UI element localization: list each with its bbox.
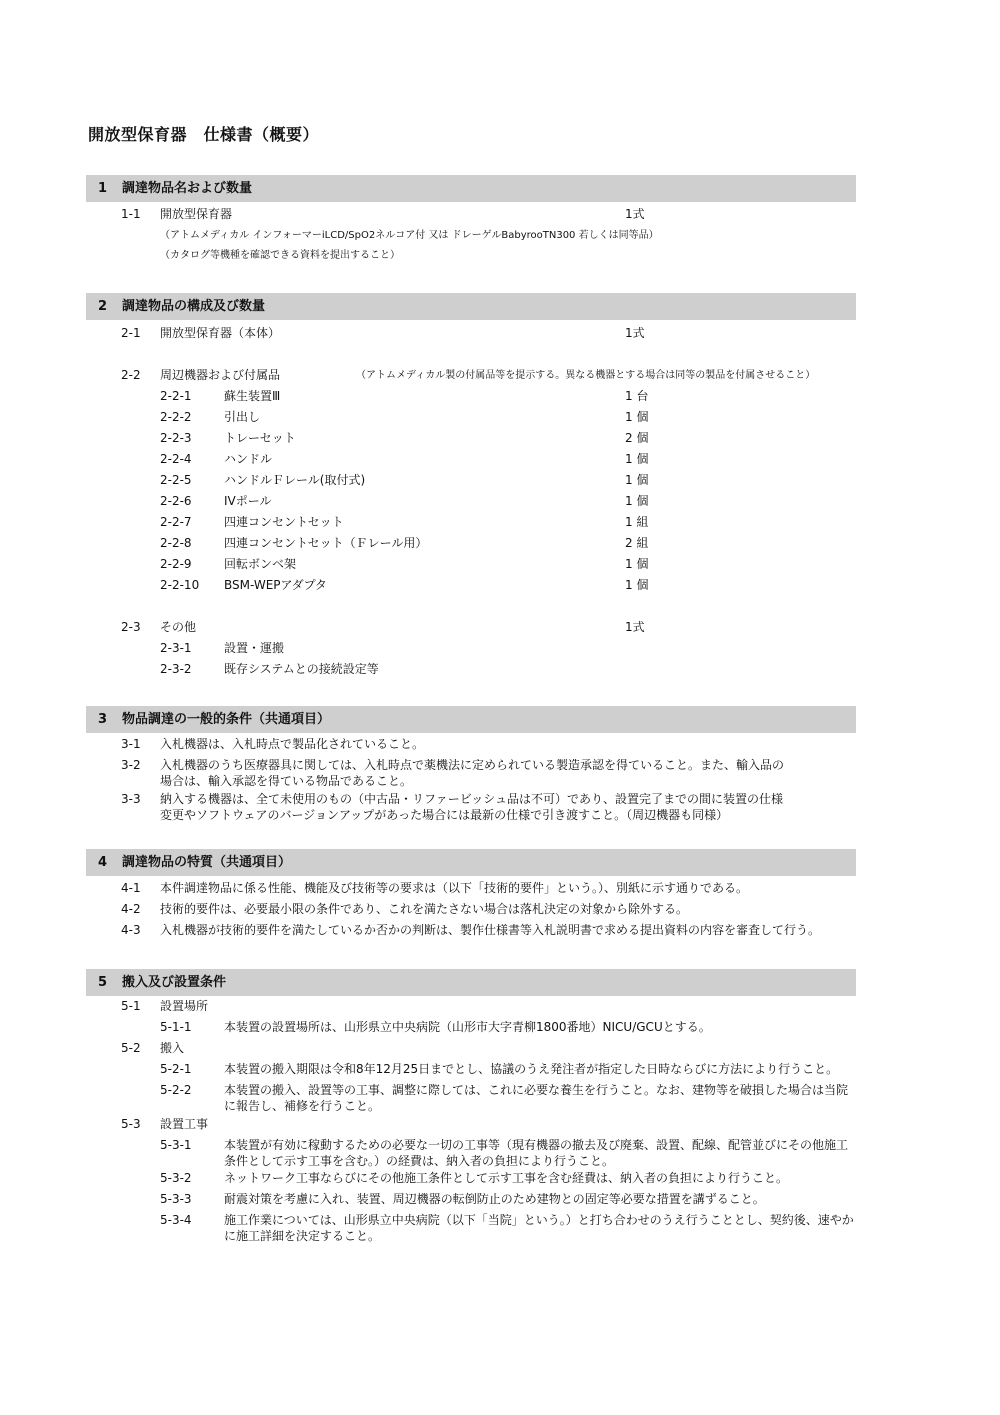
- subitem-text: 本装置の設置場所は、山形県立中央病院（山形市大字青柳1800番地）NICU/GCUとする。: [224, 1020, 711, 1034]
- item-name: 搬入: [160, 1041, 185, 1055]
- page-title: 開放型保育器 仕様書（概要）: [88, 125, 320, 144]
- subitem-quantity: 1 個: [625, 473, 649, 487]
- subitem-quantity: 1 台: [625, 389, 649, 403]
- subitem-number: 2-2-4: [160, 452, 192, 466]
- item-number: 5-2: [121, 1041, 141, 1055]
- item-name: 周辺機器および付属品: [160, 368, 281, 382]
- subitem-quantity: 2 組: [625, 536, 649, 550]
- section-number: 3: [98, 712, 108, 727]
- item-quantity: 1式: [625, 620, 645, 634]
- subitem-number: 5-2-1: [160, 1062, 192, 1076]
- item-text: 本件調達物品に係る性能、機能及び技術等の要求は（以下「技術的要件」という。）、別紙に示す通りである。: [160, 881, 749, 895]
- item-number: 4-3: [121, 923, 141, 937]
- subitem-quantity: 1 個: [625, 452, 649, 466]
- item-number: 5-1: [121, 999, 141, 1013]
- subitem-name: 既存システムとの接続設定等: [224, 662, 379, 676]
- subitem-number: 5-1-1: [160, 1020, 192, 1034]
- section-header-4: [86, 849, 856, 876]
- subitem-number: 5-3-3: [160, 1192, 192, 1206]
- subitem-name: 回転ボンベ架: [224, 557, 297, 571]
- section-title: 調達物品の構成及び数量: [122, 299, 266, 314]
- subitem-name: 四連コンセントセット: [224, 515, 344, 529]
- section-title: 調達物品の特質（共通項目）: [122, 855, 292, 870]
- subitem-text: 本装置の搬入、設置等の工事、調整に際しては、これに必要な養生を行うこと。なお、建物等を破損した場合は当院に報告し、補修を行うこと。: [224, 1083, 849, 1113]
- subitem-text: 本装置が有効に稼動するための必要な一切の工事等（現有機器の撤去及び廃棄、設置、配線、配管並びにその他施工条件として示す工事を含む。）の経費は、納入者の負担により行うこと。: [224, 1138, 849, 1168]
- subitem-number: 5-2-2: [160, 1083, 192, 1097]
- item-number: 5-3: [121, 1117, 141, 1131]
- subitem-number: 5-3-1: [160, 1138, 192, 1152]
- subitem-name: BSM-WEPアダプタ: [224, 578, 327, 592]
- section-header-3: [86, 706, 856, 733]
- subitem-number: 5-3-2: [160, 1171, 192, 1185]
- item-note: （アトムメディカル製の付属品等を提示する。異なる機器とする場合は同等の製品を付属させること）: [356, 370, 816, 381]
- subitem-number: 2-2-7: [160, 515, 192, 529]
- item-quantity: 1式: [625, 326, 645, 340]
- item-note: （アトムメディカル インフォーマーiLCD/SpO2ネルコア付 又は ドレーゲルBabyrooTN300 若しくは同等品）: [160, 230, 659, 241]
- item-number: 2-1: [121, 326, 141, 340]
- subitem-quantity: 2 個: [625, 431, 649, 445]
- subitem-number: 2-2-1: [160, 389, 192, 403]
- subitem-name: 引出し: [224, 410, 261, 424]
- section-title: 物品調達の一般的条件（共通項目）: [122, 712, 331, 727]
- item-name: その他: [160, 620, 197, 634]
- subitem-quantity: 1 組: [625, 515, 649, 529]
- subitem-name: IVポール: [224, 494, 272, 508]
- item-number: 2-2: [121, 368, 141, 382]
- subitem-number: 2-3-2: [160, 662, 192, 676]
- subitem-number: 5-3-4: [160, 1213, 192, 1227]
- section-header-5: [86, 969, 856, 996]
- subitem-quantity: 1 個: [625, 410, 649, 424]
- item-name: 設置工事: [160, 1117, 209, 1131]
- item-quantity: 1式: [625, 207, 645, 221]
- section-title: 調達物品名および数量: [122, 181, 253, 196]
- item-number: 1-1: [121, 207, 141, 221]
- item-number: 3-2: [121, 758, 141, 772]
- item-number: 4-2: [121, 902, 141, 916]
- subitem-name: 四連コンセントセット（Ｆレール用）: [224, 536, 428, 550]
- subitem-number: 2-2-8: [160, 536, 192, 550]
- section-header-1: [86, 175, 856, 202]
- subitem-quantity: 1 個: [625, 578, 649, 592]
- subitem-name: 蘇生装置Ⅲ: [224, 389, 281, 403]
- subitem-number: 2-2-5: [160, 473, 192, 487]
- item-name: 設置場所: [160, 999, 209, 1013]
- item-text: 入札機器が技術的要件を満たしているか否かの判断は、製作仕様書等入札説明書で求める提出資料の内容を審査して行う。: [160, 923, 821, 937]
- subitem-number: 2-2-10: [160, 578, 200, 592]
- subitem-number: 2-2-9: [160, 557, 192, 571]
- section-number: 1: [98, 181, 108, 196]
- item-number: 3-3: [121, 792, 141, 806]
- item-name: 開放型保育器（本体）: [160, 326, 281, 340]
- subitem-text: 本装置の搬入期限は令和8年12月25日までとし、協議のうえ発注者が指定した日時ならびに方法により行うこと。: [224, 1062, 839, 1076]
- item-text: 入札機器のうち医療器具に関しては、入札時点で薬機法に定められている製造承認を得ていること。また、輸入品の場合は、輸入承認を得ている物品であること。: [160, 758, 785, 788]
- item-number: 4-1: [121, 881, 141, 895]
- section-title: 搬入及び設置条件: [122, 975, 227, 990]
- subitem-number: 2-3-1: [160, 641, 192, 655]
- subitem-text: 耐震対策を考慮に入れ、装置、周辺機器の転倒防止のため建物との固定等必要な措置を講ずること。: [224, 1192, 765, 1206]
- section-number: 5: [98, 975, 108, 990]
- subitem-name: トレーセット: [224, 431, 296, 445]
- subitem-text: ネットワーク工事ならびにその他施工条件として示す工事を含む経費は、納入者の負担により行うこと。: [224, 1171, 789, 1185]
- item-text: 納入する機器は、全て未使用のもの（中古品・リファービッシュ品は不可）であり、設置完了までの間に装置の仕様変更やソフトウェアのバージョンアップがあった場合には最新の仕様で引き渡すこと。（周辺機器も同様）: [160, 792, 784, 822]
- section-number: 2: [98, 299, 108, 314]
- subitem-number: 2-2-6: [160, 494, 192, 508]
- item-text: 入札機器は、入札時点で製品化されていること。: [160, 737, 425, 751]
- subitem-number: 2-2-3: [160, 431, 192, 445]
- section-number: 4: [98, 855, 108, 870]
- item-number: 2-3: [121, 620, 141, 634]
- subitem-name: 設置・運搬: [224, 641, 285, 655]
- section-header-2: [86, 293, 856, 320]
- subitem-quantity: 1 個: [625, 557, 649, 571]
- subitem-quantity: 1 個: [625, 494, 649, 508]
- subitem-name: ハンドル: [224, 452, 273, 466]
- item-note: （カタログ等機種を確認できる資料を提出すること）: [160, 250, 400, 261]
- item-number: 3-1: [121, 737, 141, 751]
- item-name: 開放型保育器: [160, 207, 233, 221]
- item-text: 技術的要件は、必要最小限の条件であり、これを満たさない場合は落札決定の対象から除外する。: [160, 902, 689, 916]
- subitem-text: 施工作業については、山形県立中央病院（以下「当院」という。）と打ち合わせのうえ行うこととし、契約後、速やかに施工詳細を決定すること。: [224, 1213, 854, 1243]
- subitem-number: 2-2-2: [160, 410, 192, 424]
- subitem-name: ハンドルＦレール(取付式): [224, 473, 366, 487]
